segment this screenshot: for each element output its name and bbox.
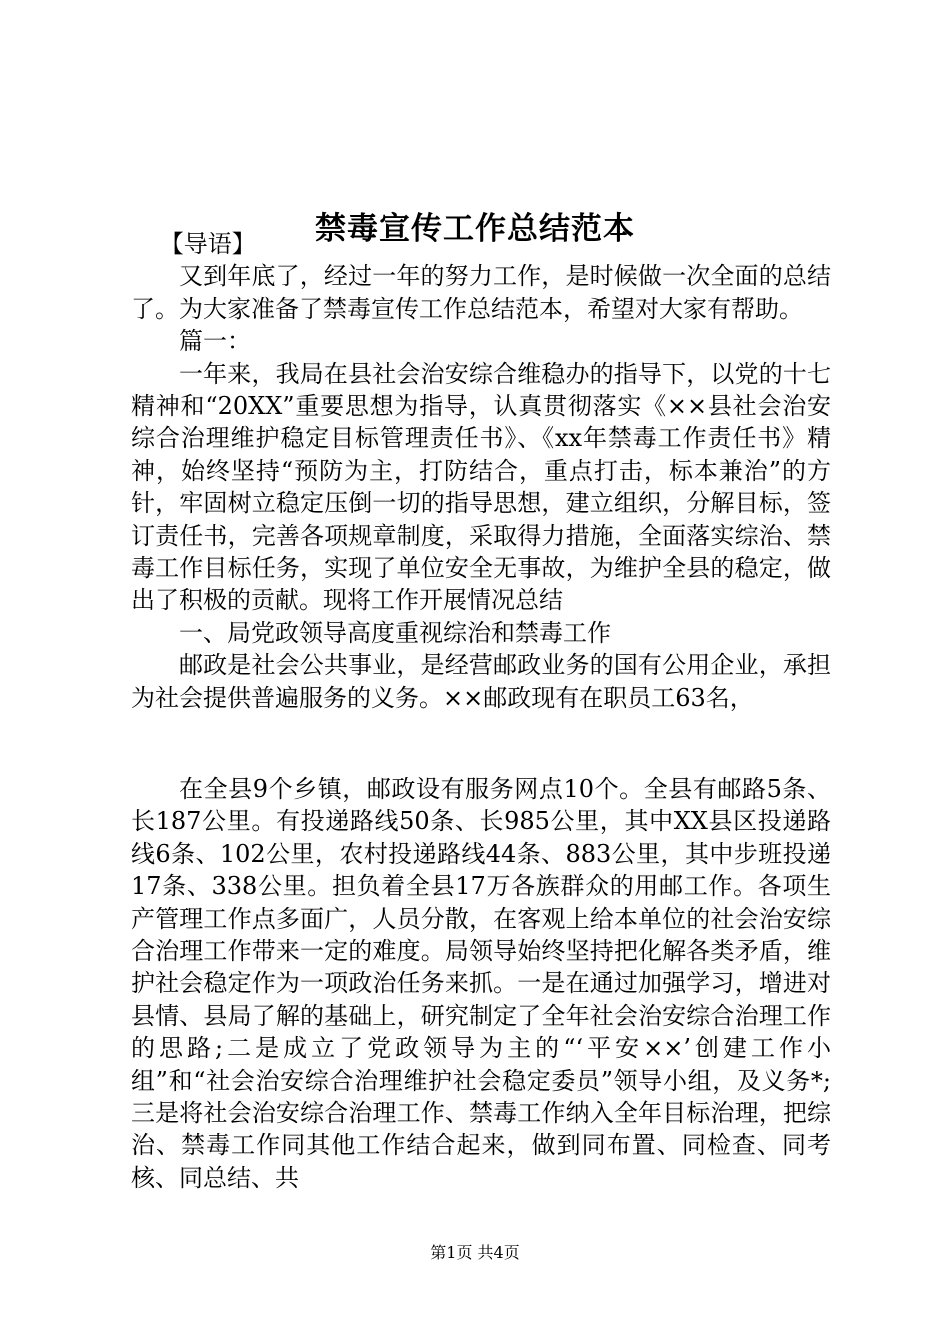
document-title: 禁毒宣传工作总结范本 — [315, 210, 635, 247]
document-body-part-2 — [131, 773, 831, 1194]
body-paragraph-1: 一年来，我局在县社会治安综合维稳办的指导下，以党的十七精神和“20XX”重要思想为指导，认真贯彻落实《××县社会治安综合治理维护稳定目标管理责任书》、《xx年禁毒工作责任书》精神，始终坚持“预防为主，打防结合，重点打击，标本兼治”的方针，牢固树立稳定压倒一切的指导思想，建立组织，分解目标，签订责任书，完善各项规章制度，采取得力措施，全面落实综治、禁毒工作目标任务，实现了单位安全无事故，为维护全县的稳定，做出了积极的贡献。现将工作开展情况总结 — [131, 359, 831, 615]
section-heading-1: 一、局党政领导高度重视综治和禁毒工作 — [179, 618, 611, 647]
section-label: 篇一： — [179, 327, 251, 356]
document-body-part-1 — [131, 228, 831, 714]
intro-paragraph: 又到年底了，经过一年的努力工作，是时候做一次全面的总结了。为大家准备了禁毒宣传工作总结范本，希望对大家有帮助。 — [131, 262, 831, 323]
intro-label: 【导语】 — [159, 230, 256, 258]
page-footer: 第1页 共4页 — [430, 1243, 520, 1262]
body-paragraph-2: 邮政是社会公共事业，是经营邮政业务的国有公用企业，承担为社会提供普遍服务的义务。××邮政现有在职员工63名， — [131, 651, 831, 712]
body-paragraph-3: 在全县9个乡镇，邮政设有服务网点10个。全县有邮路5条、长187公里。有投递路线50条、长985公里，其中XX县区投递路线6条、102公里，农村投递路线44条、883公里，其中步班投递17条、338公里。担负着全县17万各族群众的用邮工作。各项生产管理工作点多面广，人员分散，在客观上给本单位的社会治安综合治理工作带来一定的难度。局领导始终坚持把化解各类矛盾，维护社会稳定作为一项政治任务来抓。一是在通过加强学习，增进对县情、县局了解的基础上，研究制定了全年社会治安综合治理工作的思路;二是成立了党政领导为主的“‘平安××’创建工作小组”和“社会治安综合治理维护社会稳定委员”领导小组，及义务*;三是将社会治安综合治理工作、禁毒工作纳入全年目标治理，把综治、禁毒工作同其他工作结合起来，做到同布置、同检查、同考核、同总结、共 — [131, 775, 831, 1192]
